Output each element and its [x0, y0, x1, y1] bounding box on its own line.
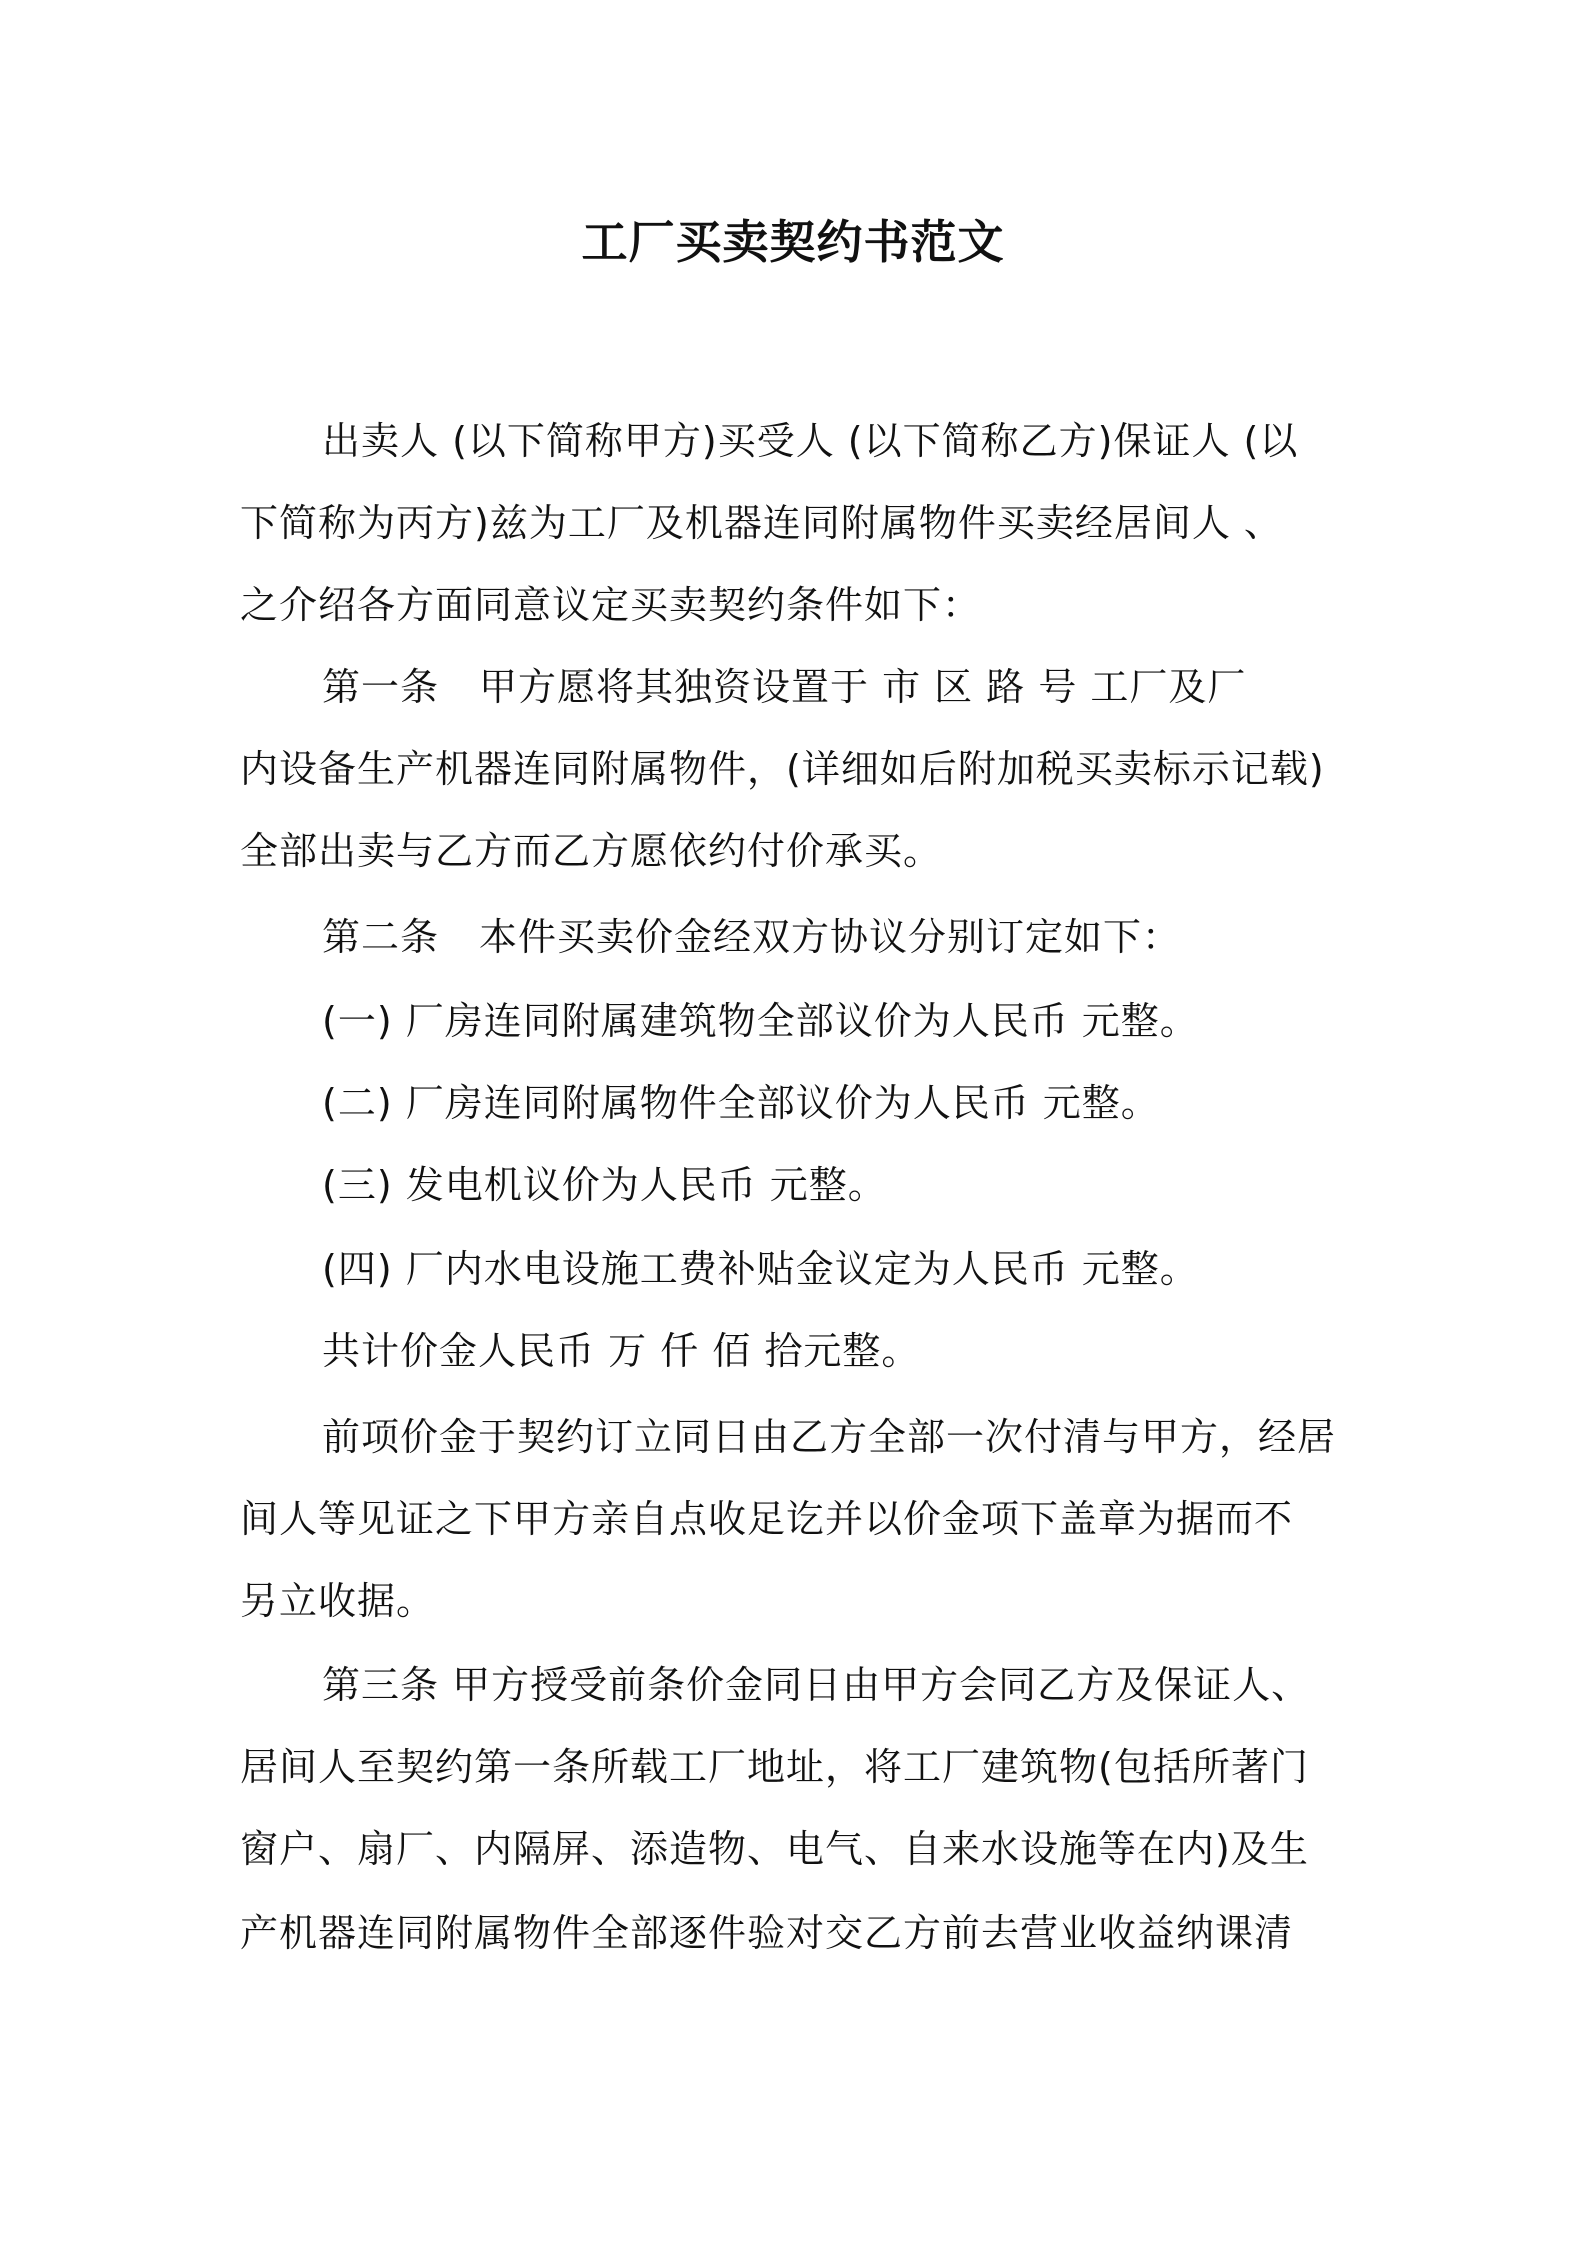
paragraph-line: 窗户、扇厂、内隔屏、添造物、电气、自来水设施等在内)及生 — [240, 1827, 1309, 1871]
document-title: 工厂买卖契约书范文 — [581, 215, 1005, 269]
article-1-line — [322, 662, 1246, 712]
article-2-line — [322, 912, 1181, 962]
article-3-line: 第三条 甲方授受前条价金同日由甲方会同乙方及保证人、 — [322, 1663, 1311, 1707]
paragraph-line: 间人等见证之下甲方亲自点收足讫并以价金项下盖章为据而不 — [240, 1497, 1294, 1541]
paragraph-line: 出卖人 (以下简称甲方)买受人 (以下简称乙方)保证人 (以 — [322, 419, 1299, 463]
article-1-text: 甲方愿将其独资设置于 市 区 路 号 工厂及厂 — [479, 665, 1247, 709]
paragraph-line: 前项价金于契约订立同日由乙方全部一次付清与甲方，经居 — [322, 1415, 1337, 1459]
article-2-label: 第二条 — [322, 915, 440, 959]
paragraph-line: 内设备生产机器连同附属物件，(详细如后附加税买卖标示记载) — [240, 747, 1325, 791]
paragraph-line: 下简称为丙方)兹为工厂及机器连同附属物件买卖经居间人 、 — [240, 501, 1283, 545]
price-total: 共计价金人民币 万 仟 佰 拾元整。 — [322, 1329, 921, 1373]
paragraph-line: 全部出卖与乙方而乙方愿依约付价承买。 — [240, 829, 943, 873]
price-item: (四) 厂内水电设施工费补贴金议定为人民币 元整。 — [322, 1247, 1199, 1291]
article-1-label: 第一条 — [322, 665, 440, 709]
paragraph-line: 另立收据。 — [240, 1579, 436, 1623]
paragraph-line: 居间人至契约第一条所载工厂地址，将工厂建筑物(包括所著门 — [240, 1745, 1309, 1789]
paragraph-line: 产机器连同附属物件全部逐件验对交乙方前去营业收益纳课清 — [240, 1911, 1294, 1955]
price-item: (三) 发电机议价为人民币 元整。 — [322, 1163, 887, 1207]
price-item: (二) 厂房连同附属物件全部议价为人民币 元整。 — [322, 1081, 1160, 1125]
paragraph-line: 之介绍各方面同意议定买卖契约条件如下： — [240, 583, 982, 627]
article-2-text: 本件买卖价金经双方协议分别订定如下： — [479, 915, 1182, 959]
price-item: (一) 厂房连同附属建筑物全部议价为人民币 元整。 — [322, 999, 1199, 1043]
